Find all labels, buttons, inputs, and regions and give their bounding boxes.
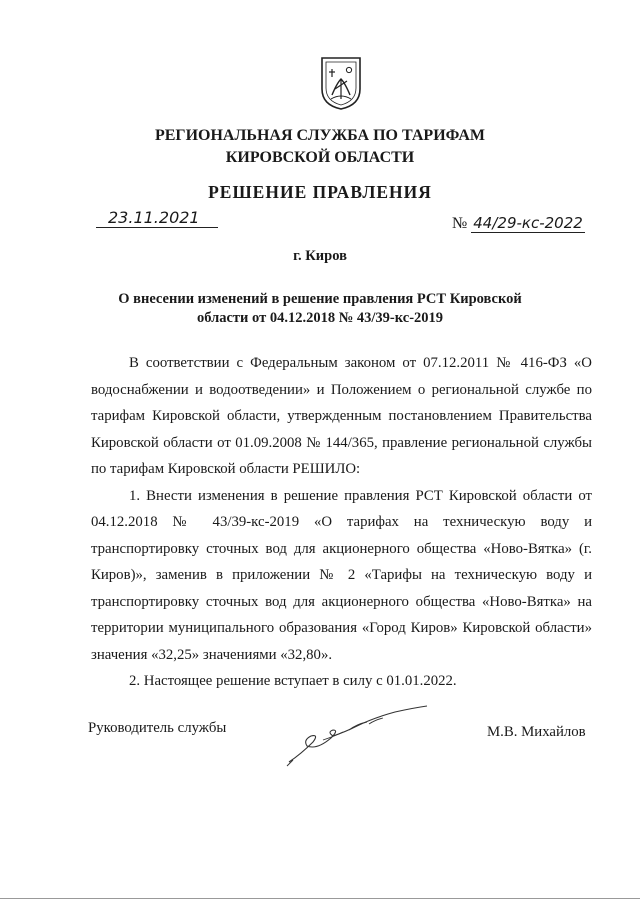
- document-date: 23.11.2021: [96, 208, 218, 228]
- subject-line-2: области от 04.12.2018 № 43/39-кс-2019: [196, 310, 444, 326]
- handwritten-signature-icon: [283, 702, 433, 770]
- number-sign: №: [452, 215, 468, 232]
- body-item-2: 2. Настоящее решение вступает в силу с 01.01.2022.: [129, 673, 457, 689]
- subject-line-1: О внесении изменений в решение правления РСТ Кировской: [118, 291, 522, 307]
- organization-line-1: РЕГИОНАЛЬНАЯ СЛУЖБА ПО ТАРИФАМ: [154, 127, 486, 144]
- document-number: [452, 214, 585, 233]
- scan-edge-line: [0, 898, 640, 899]
- organization-name: [0, 125, 640, 169]
- document-subject: [0, 290, 640, 328]
- body-intro: В соответствии с Федеральным законом от 07.12.2011 № 416-ФЗ «О водоснабжении и водоотведении» и Положением о региональной службе по тарифам Кировской области, утвержденным постановлением Правительства Кировской области от 01.09.2008 № 144/365, правление региональной службы по тарифам Кировской области РЕШИЛО:: [91, 355, 592, 477]
- signatory-title: Руководитель службы: [88, 720, 227, 736]
- body-item-1: 1. Внести изменения в решение правления РСТ Кировской области от 04.12.2018 № 43/39-кс-2019 «О тарифах на техническую воду и транспортировку сточных вод для акционерного общества «Ново-Вятка» (г. Киров)», заменив в приложении № 2 «Тарифы на техническую воду и транспортировку сточных вод для акционерного общества «Ново-Вятка» на территории муниципального образования «Город Киров» Кировской области» значения «32,25» значениями «32,80».: [91, 487, 592, 663]
- signatory-name: М.В. Михайлов: [487, 724, 586, 740]
- document-body: [91, 350, 592, 695]
- organization-line-2: КИРОВСКОЙ ОБЛАСТИ: [225, 149, 415, 166]
- city: г. Киров: [293, 248, 347, 264]
- document-type-title: РЕШЕНИЕ ПРАВЛЕНИЯ: [208, 182, 432, 202]
- coat-of-arms-icon: [319, 55, 363, 111]
- document-number-value: 44/29-кс-2022: [473, 214, 583, 232]
